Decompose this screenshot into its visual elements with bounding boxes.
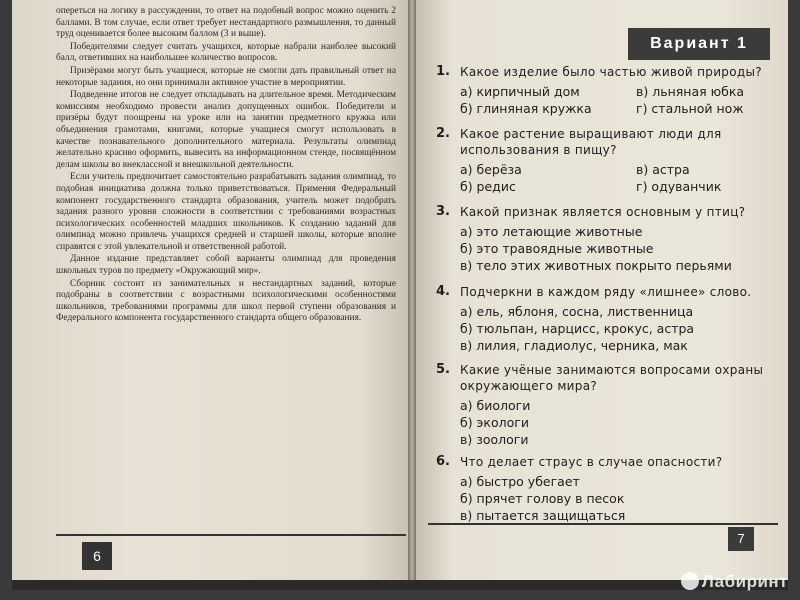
question-text: Что делает страус в случае опасности?	[460, 455, 723, 469]
answer-options	[460, 303, 776, 354]
paragraph: Подведение итогов не следует откладывать на длительное время. Методическим комиссиям необходимо провести анализ допущенных ошибок. Победители и призёры будут поощрены на уроке или на занятии предметного кружка или объединения грамотами, книгами, которые учащиеся смогут использовать в качестве познавательного дополнительного материала. Результаты олимпиад желательно красиво оформить, вывесить на информационном стенде, посвящённом делам школы во внеклассной и внешкольной деятельности.	[56, 90, 396, 170]
answer-option: б) глиняная кружка	[460, 101, 592, 116]
question-number: 6.	[436, 454, 450, 469]
watermark	[681, 572, 788, 592]
variant-header: Вариант 1	[628, 28, 770, 60]
paragraph: опереться на логику в рассуждении, то ответ на подобный вопрос можно оценить 2 баллами. В том случае, если ответ требует нестандартного размышления, то данный труд оценивается более высоким баллом (3 и выше).	[56, 6, 396, 40]
answer-option: г) стальной нож	[636, 101, 744, 116]
answer-option: б) экологи	[460, 415, 529, 430]
page-footer-rule	[428, 523, 778, 547]
watermark-text: Лабиринт	[701, 572, 788, 591]
question-text: Подчеркни в каждом ряду «лишнее» слово.	[460, 285, 752, 299]
paragraph: Данное издание представляет собой варианты олимпиад для проведения школьных туров по предмету «Окружающий мир».	[56, 254, 396, 277]
question-number: 1.	[436, 64, 450, 79]
answer-option: а) берёза	[460, 162, 522, 177]
question-2	[436, 126, 776, 195]
question-5	[436, 362, 776, 448]
left-page	[12, 0, 408, 580]
answer-option: б) это травоядные животные	[460, 241, 654, 256]
answer-option: в) тело этих животных покрыто перьями	[460, 258, 732, 273]
answer-option: а) биологи	[460, 398, 531, 413]
question-number: 2.	[436, 126, 450, 141]
answer-option: г) одуванчик	[636, 179, 722, 194]
answer-options	[460, 161, 776, 195]
question-number: 4.	[436, 284, 450, 299]
paragraph: Сборник состоит из занимательных и нестандартных заданий, которые подобраны в соответствии с возрастными психологическими особенностями школьников, требованиями программы для школ первой ступени образования и Федерального компонента государственного стандарта общего образования.	[56, 278, 396, 324]
question-1	[436, 64, 776, 117]
answer-option: в) лилия, гладиолус, черника, мак	[460, 338, 688, 353]
paragraph: Если учитель предпочитает самостоятельно разрабатывать задания олимпиад, то подобная инициатива должна только приветствоваться. Применяя Федеральный компонент государственного стандарта образования, учитель может подобрать задания разного уровня сложности в соответствии с требованиями возрастных психологических особенностей младших школьников. К созданию заданий для олимпиад можно привлечь учащихся средней и старшей школы, которые вполне справятся с этой увлекательной и ответственной работой.	[56, 172, 396, 252]
answer-option: б) прячет голову в песок	[460, 491, 625, 506]
page-number-left: 6	[82, 542, 112, 570]
answer-option: а) кирпичный дом	[460, 84, 580, 99]
answer-option: в) зоологи	[460, 432, 529, 447]
paragraph: Призёрами могут быть учащиеся, которые не смогли дать правильный ответ на некоторые задания, но они принимали активное участие в мероприятии.	[56, 65, 396, 88]
answer-options	[460, 83, 776, 117]
question-number: 3.	[436, 204, 450, 219]
answer-option: а) ель, яблоня, сосна, лиственница	[460, 304, 694, 319]
open-book	[12, 0, 788, 590]
answer-option: в) пытается защищаться	[460, 508, 626, 523]
question-number: 5.	[436, 362, 450, 377]
question-text: Какое изделие было частью живой природы?	[460, 65, 762, 79]
book-spine	[408, 0, 416, 580]
answer-option: в) льняная юбка	[636, 84, 745, 99]
answer-option: б) редис	[460, 179, 516, 194]
question-text: Какой признак является основным у птиц?	[460, 205, 746, 219]
answer-option: а) быстро убегает	[460, 474, 580, 489]
question-text: Какое растение выращивают люди для использования в пищу?	[460, 127, 722, 157]
question-3	[436, 204, 776, 274]
answer-options	[460, 397, 776, 448]
question-4	[436, 284, 776, 354]
answer-options	[460, 223, 776, 274]
question-6	[436, 454, 776, 524]
right-page	[416, 0, 788, 580]
answer-option: в) астра	[636, 162, 690, 177]
labirint-logo-icon	[681, 572, 699, 590]
answer-option: б) тюльпан, нарцисс, крокус, астра	[460, 321, 695, 336]
answer-options	[460, 473, 776, 524]
page-number-right: 7	[728, 527, 754, 551]
paragraph: Победителями следует считать учащихся, которые набрали наиболее высокий балл, ответивших на наибольшее количество вопросов.	[56, 41, 396, 64]
answer-option: а) это летающие животные	[460, 224, 643, 239]
left-page-text	[56, 6, 396, 326]
question-text: Какие учёные занимаются вопросами охраны окружающего мира?	[460, 363, 764, 393]
